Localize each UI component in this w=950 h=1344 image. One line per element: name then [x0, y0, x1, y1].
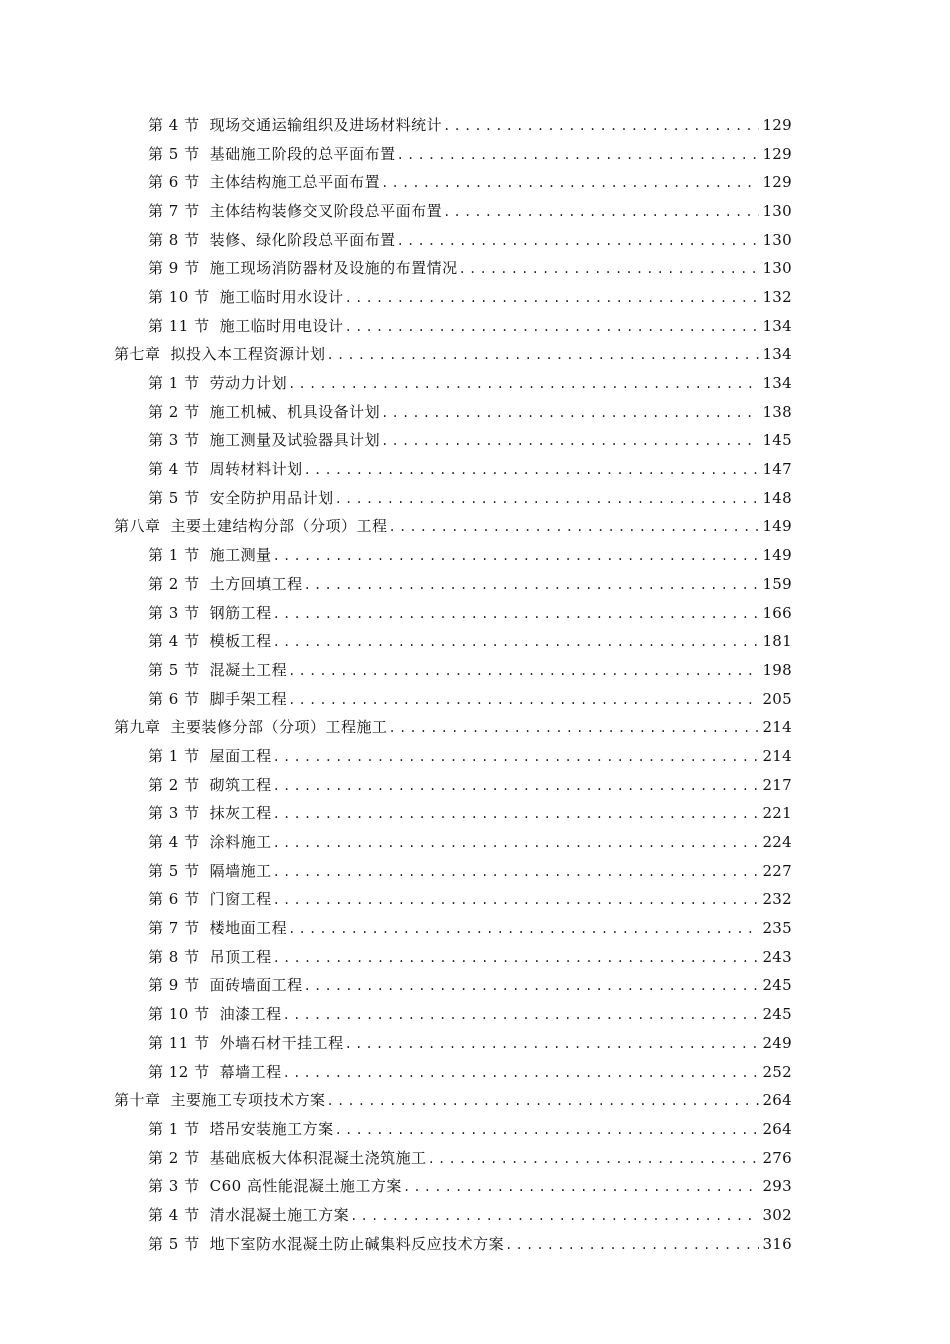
toc-entry-number: 第 1 节 — [148, 746, 200, 765]
dot-leader — [335, 492, 760, 506]
toc-entry-title: 施工临时用电设计 — [219, 316, 344, 335]
toc-entry-page-number: 224 — [762, 833, 792, 852]
dot-leader — [273, 779, 760, 793]
toc-entry-page-number: 134 — [762, 345, 792, 364]
toc-entry-number: 第 10 节 — [148, 1005, 210, 1024]
dot-leader — [288, 377, 759, 391]
toc-entry-title: 主要土建结构分部（分项）工程 — [170, 517, 388, 536]
toc-section-entry[interactable] — [0, 1028, 950, 1057]
toc-section-entry[interactable] — [0, 1171, 950, 1200]
dot-leader — [345, 1037, 760, 1051]
toc-entry-page-number: 214 — [762, 718, 792, 737]
toc-section-entry[interactable] — [0, 1200, 950, 1229]
dot-leader — [273, 865, 760, 879]
toc-entry-page-number: 181 — [762, 632, 792, 651]
toc-entry-page-number: 264 — [762, 1119, 792, 1138]
toc-entry-title: 基础底板大体积混凝土浇筑施工 — [209, 1148, 427, 1167]
toc-entry-page-number: 235 — [762, 919, 792, 938]
dot-leader — [397, 234, 760, 248]
toc-section-entry[interactable] — [0, 225, 950, 254]
toc-entry-number: 第 11 节 — [148, 1033, 210, 1052]
toc-entry-page-number: 264 — [762, 1091, 792, 1110]
toc-entry-page-number: 138 — [762, 402, 792, 421]
toc-section-entry[interactable] — [0, 1143, 950, 1172]
toc-entry-number: 第 11 节 — [148, 316, 210, 335]
toc-entry-page-number: 134 — [762, 374, 792, 393]
toc-entry-line — [114, 343, 792, 364]
toc-chapter-entry[interactable] — [0, 512, 950, 541]
toc-entry-number: 第 6 节 — [148, 890, 200, 909]
toc-section-entry[interactable] — [0, 999, 950, 1028]
toc-section-entry[interactable] — [0, 139, 950, 168]
toc-entry-page-number: 159 — [762, 574, 792, 593]
dot-leader — [428, 1152, 760, 1166]
toc-entry-title: 砌筑工程 — [209, 775, 272, 794]
toc-section-entry[interactable] — [0, 942, 950, 971]
toc-entry-number: 第 3 节 — [148, 804, 200, 823]
dot-leader — [273, 807, 760, 821]
toc-section-entry[interactable] — [0, 368, 950, 397]
toc-entry-title: 屋面工程 — [209, 746, 272, 765]
toc-entry-page-number: 129 — [762, 144, 792, 163]
toc-entry-line — [148, 257, 792, 278]
toc-entry-title: 外墙石材干挂工程 — [219, 1033, 344, 1052]
toc-entry-number: 第 1 节 — [148, 546, 200, 565]
toc-entry-page-number: 243 — [762, 947, 792, 966]
toc-entry-line — [148, 401, 792, 422]
dot-leader — [273, 607, 760, 621]
toc-section-entry[interactable] — [0, 1114, 950, 1143]
toc-entry-page-number: 276 — [762, 1148, 792, 1167]
toc-entry-title: 拟投入本工程资源计划 — [170, 345, 326, 364]
toc-entry-line — [148, 114, 792, 135]
dot-leader — [381, 176, 759, 190]
toc-entry-title: 塔吊安装施工方案 — [209, 1119, 334, 1138]
toc-entry-line — [114, 515, 792, 536]
toc-entry-line — [148, 860, 792, 881]
dot-leader — [283, 1008, 760, 1022]
toc-entry-title: 主要装修分部（分项）工程施工 — [170, 718, 388, 737]
toc-entry-line — [148, 974, 792, 995]
toc-section-entry[interactable] — [0, 196, 950, 225]
toc-entry-number: 第 4 节 — [148, 1205, 200, 1224]
toc-entry-number: 第 2 节 — [148, 775, 200, 794]
toc-entry-page-number: 145 — [762, 431, 792, 450]
toc-entry-number: 第 1 节 — [148, 374, 200, 393]
toc-entry-number: 第八章 — [114, 517, 161, 536]
dot-leader — [350, 1209, 759, 1223]
toc-entry-line — [148, 1061, 792, 1082]
toc-entry-number: 第 5 节 — [148, 144, 200, 163]
toc-entry-page-number: 130 — [762, 201, 792, 220]
toc-entry-number: 第 7 节 — [148, 201, 200, 220]
toc-entry-number: 第 10 节 — [148, 287, 210, 306]
toc-entry-title: 基础施工阶段的总平面布置 — [209, 144, 396, 163]
dot-leader — [273, 836, 760, 850]
toc-section-entry[interactable] — [0, 540, 950, 569]
toc-section-entry[interactable] — [0, 598, 950, 627]
toc-entry-line — [148, 688, 792, 709]
toc-entry-line — [148, 315, 792, 336]
toc-entry-number: 第 3 节 — [148, 431, 200, 450]
toc-section-entry[interactable] — [0, 454, 950, 483]
toc-entry-title: 施工测量及试验器具计划 — [209, 431, 381, 450]
toc-entry-page-number: 252 — [762, 1062, 792, 1081]
toc-section-entry[interactable] — [0, 626, 950, 655]
toc-entry-page-number: 293 — [762, 1177, 792, 1196]
toc-entry-title: 混凝土工程 — [209, 660, 288, 679]
toc-entry-page-number: 302 — [762, 1205, 792, 1224]
toc-entry-page-number: 249 — [762, 1033, 792, 1052]
toc-entry-line — [148, 745, 792, 766]
toc-entry-number: 第 9 节 — [148, 976, 200, 995]
dot-leader — [283, 1066, 760, 1080]
toc-entry-title: 周转材料计划 — [209, 460, 303, 479]
toc-entry-number: 第 4 节 — [148, 833, 200, 852]
dot-leader — [273, 549, 760, 563]
toc-section-entry[interactable] — [0, 913, 950, 942]
toc-entry-title: C60 高性能混凝土施工方案 — [209, 1177, 402, 1196]
toc-section-entry[interactable] — [0, 311, 950, 340]
toc-entry-line — [148, 487, 792, 508]
toc-entry-page-number: 245 — [762, 976, 792, 995]
toc-entry-number: 第 12 节 — [148, 1062, 210, 1081]
toc-entry-line — [148, 1032, 792, 1053]
toc-entry-title: 抹灰工程 — [209, 804, 272, 823]
toc-section-entry[interactable] — [0, 770, 950, 799]
toc-entry-title: 面砖墙面工程 — [209, 976, 303, 995]
toc-entry-title: 隔墙施工 — [209, 861, 272, 880]
toc-entry-title: 吊顶工程 — [209, 947, 272, 966]
toc-entry-title: 主体结构装修交叉阶段总平面布置 — [209, 201, 443, 220]
toc-entry-page-number: 149 — [762, 517, 792, 536]
dot-leader — [304, 578, 760, 592]
dot-leader — [273, 893, 760, 907]
toc-entry-line — [148, 229, 792, 250]
toc-entry-page-number: 217 — [762, 775, 792, 794]
toc-entry-title: 劳动力计划 — [209, 374, 288, 393]
toc-entry-line — [148, 372, 792, 393]
toc-entry-line — [148, 200, 792, 221]
toc-entry-title: 施工临时用水设计 — [219, 287, 344, 306]
toc-entry-line — [148, 429, 792, 450]
toc-entry-title: 楼地面工程 — [209, 919, 288, 938]
toc-entry-number: 第 8 节 — [148, 947, 200, 966]
toc-entry-line — [148, 946, 792, 967]
toc-entry-page-number: 129 — [762, 115, 792, 134]
toc-entry-title: 钢筋工程 — [209, 603, 272, 622]
toc-section-entry[interactable] — [0, 827, 950, 856]
toc-chapter-entry[interactable] — [0, 1085, 950, 1114]
toc-entry-number: 第 6 节 — [148, 689, 200, 708]
toc-entry-title: 地下室防水混凝土防止碱集料反应技术方案 — [209, 1234, 505, 1253]
dot-leader — [288, 693, 759, 707]
toc-entry-line — [148, 544, 792, 565]
toc-entry-line — [148, 1233, 792, 1254]
toc-entry-line — [148, 1147, 792, 1168]
dot-leader — [304, 463, 760, 477]
toc-entry-line — [114, 1089, 792, 1110]
toc-entry-line — [148, 286, 792, 307]
dot-leader — [335, 1123, 760, 1137]
toc-entry-title: 装修、绿化阶段总平面布置 — [209, 230, 396, 249]
toc-section-entry[interactable] — [0, 1057, 950, 1086]
toc-entry-title: 土方回填工程 — [209, 574, 303, 593]
toc-entry-number: 第 4 节 — [148, 632, 200, 651]
toc-entry-line — [148, 659, 792, 680]
toc-entry-page-number: 129 — [762, 173, 792, 192]
toc-entry-number: 第 3 节 — [148, 1177, 200, 1196]
toc-entry-title: 清水混凝土施工方案 — [209, 1205, 350, 1224]
toc-section-entry[interactable] — [0, 1229, 950, 1258]
dot-leader — [443, 205, 759, 219]
toc-section-entry[interactable] — [0, 483, 950, 512]
toc-entry-number: 第 5 节 — [148, 660, 200, 679]
toc-entry-number: 第 4 节 — [148, 115, 200, 134]
toc-entry-title: 安全防护用品计划 — [209, 488, 334, 507]
toc-entry-line — [148, 1003, 792, 1024]
dot-leader — [381, 406, 759, 420]
toc-section-entry[interactable] — [0, 110, 950, 139]
toc-entry-title: 模板工程 — [209, 632, 272, 651]
toc-section-entry[interactable] — [0, 971, 950, 1000]
toc-entry-page-number: 148 — [762, 488, 792, 507]
toc-entry-title: 门窗工程 — [209, 890, 272, 909]
toc-entry-number: 第 2 节 — [148, 402, 200, 421]
dot-leader — [345, 291, 760, 305]
toc-section-entry[interactable] — [0, 684, 950, 713]
toc-entry-number: 第 6 节 — [148, 173, 200, 192]
dot-leader — [304, 979, 760, 993]
toc-entry-page-number: 214 — [762, 746, 792, 765]
toc-entry-title: 施工测量 — [209, 546, 272, 565]
toc-entry-title: 主要施工专项技术方案 — [170, 1091, 326, 1110]
toc-section-entry[interactable] — [0, 799, 950, 828]
toc-section-entry[interactable] — [0, 569, 950, 598]
toc-entry-title: 脚手架工程 — [209, 689, 288, 708]
toc-entry-line — [148, 917, 792, 938]
toc-section-entry[interactable] — [0, 167, 950, 196]
toc-section-entry[interactable] — [0, 397, 950, 426]
dot-leader — [459, 262, 760, 276]
toc-entry-page-number: 245 — [762, 1005, 792, 1024]
dot-leader — [403, 1180, 760, 1194]
dot-leader — [288, 664, 759, 678]
toc-entry-page-number: 198 — [762, 660, 792, 679]
dot-leader — [345, 320, 760, 334]
toc-entry-page-number: 232 — [762, 890, 792, 909]
toc-entry-title: 施工机械、机具设备计划 — [209, 402, 381, 421]
toc-entry-title: 油漆工程 — [219, 1005, 282, 1024]
dot-leader — [381, 434, 759, 448]
toc-entry-page-number: 227 — [762, 861, 792, 880]
dot-leader — [505, 1238, 759, 1252]
toc-entry-number: 第七章 — [114, 345, 161, 364]
toc-entry-page-number: 166 — [762, 603, 792, 622]
dot-leader — [397, 148, 760, 162]
toc-chapter-entry[interactable] — [0, 340, 950, 369]
toc-entry-page-number: 221 — [762, 804, 792, 823]
toc-entry-line — [148, 458, 792, 479]
toc-entry-number: 第 7 节 — [148, 919, 200, 938]
toc-entry-number: 第 2 节 — [148, 574, 200, 593]
dot-leader — [273, 635, 760, 649]
toc-entry-line — [148, 1118, 792, 1139]
toc-section-entry[interactable] — [0, 655, 950, 684]
toc-section-entry[interactable] — [0, 885, 950, 914]
toc-entry-number: 第 9 节 — [148, 259, 200, 278]
toc-section-entry[interactable] — [0, 856, 950, 885]
toc-entry-title: 幕墙工程 — [219, 1062, 282, 1081]
toc-entry-number: 第九章 — [114, 718, 161, 737]
toc-entry-number: 第 5 节 — [148, 488, 200, 507]
toc-entry-title: 涂料施工 — [209, 833, 272, 852]
toc-entry-number: 第 8 节 — [148, 230, 200, 249]
toc-entry-line — [148, 774, 792, 795]
toc-entry-title: 施工现场消防器材及设施的布置情况 — [209, 259, 458, 278]
toc-entry-line — [148, 831, 792, 852]
toc-entry-page-number: 316 — [762, 1234, 792, 1253]
toc-entry-line — [148, 888, 792, 909]
dot-leader — [389, 721, 760, 735]
toc-section-entry[interactable] — [0, 253, 950, 282]
toc-entry-number: 第 2 节 — [148, 1148, 200, 1167]
toc-entry-number: 第 5 节 — [148, 1234, 200, 1253]
toc-entry-page-number: 134 — [762, 316, 792, 335]
toc-entry-page-number: 130 — [762, 259, 792, 278]
toc-entry-line — [114, 716, 792, 737]
table-of-contents — [0, 110, 950, 1258]
toc-section-entry[interactable] — [0, 426, 950, 455]
toc-entry-page-number: 132 — [762, 287, 792, 306]
toc-entry-number: 第 3 节 — [148, 603, 200, 622]
toc-entry-number: 第 5 节 — [148, 861, 200, 880]
toc-entry-line — [148, 630, 792, 651]
toc-chapter-entry[interactable] — [0, 712, 950, 741]
toc-entry-line — [148, 1175, 792, 1196]
toc-section-entry[interactable] — [0, 282, 950, 311]
toc-entry-line — [148, 143, 792, 164]
toc-entry-line — [148, 1204, 792, 1225]
toc-entry-title: 现场交通运输组织及进场材料统计 — [209, 115, 443, 134]
toc-entry-title: 主体结构施工总平面布置 — [209, 173, 381, 192]
toc-entry-number: 第 1 节 — [148, 1119, 200, 1138]
toc-entry-page-number: 205 — [762, 689, 792, 708]
dot-leader — [327, 348, 760, 362]
toc-entry-line — [148, 171, 792, 192]
toc-entry-page-number: 147 — [762, 460, 792, 479]
toc-entry-line — [148, 602, 792, 623]
dot-leader — [273, 750, 760, 764]
toc-entry-line — [148, 802, 792, 823]
toc-entry-number: 第 4 节 — [148, 460, 200, 479]
dot-leader — [389, 520, 760, 534]
toc-section-entry[interactable] — [0, 741, 950, 770]
dot-leader — [443, 119, 759, 133]
dot-leader — [327, 1094, 760, 1108]
toc-entry-line — [148, 573, 792, 594]
toc-entry-page-number: 149 — [762, 546, 792, 565]
dot-leader — [288, 922, 759, 936]
dot-leader — [273, 951, 760, 965]
toc-entry-page-number: 130 — [762, 230, 792, 249]
toc-entry-number: 第十章 — [114, 1091, 161, 1110]
